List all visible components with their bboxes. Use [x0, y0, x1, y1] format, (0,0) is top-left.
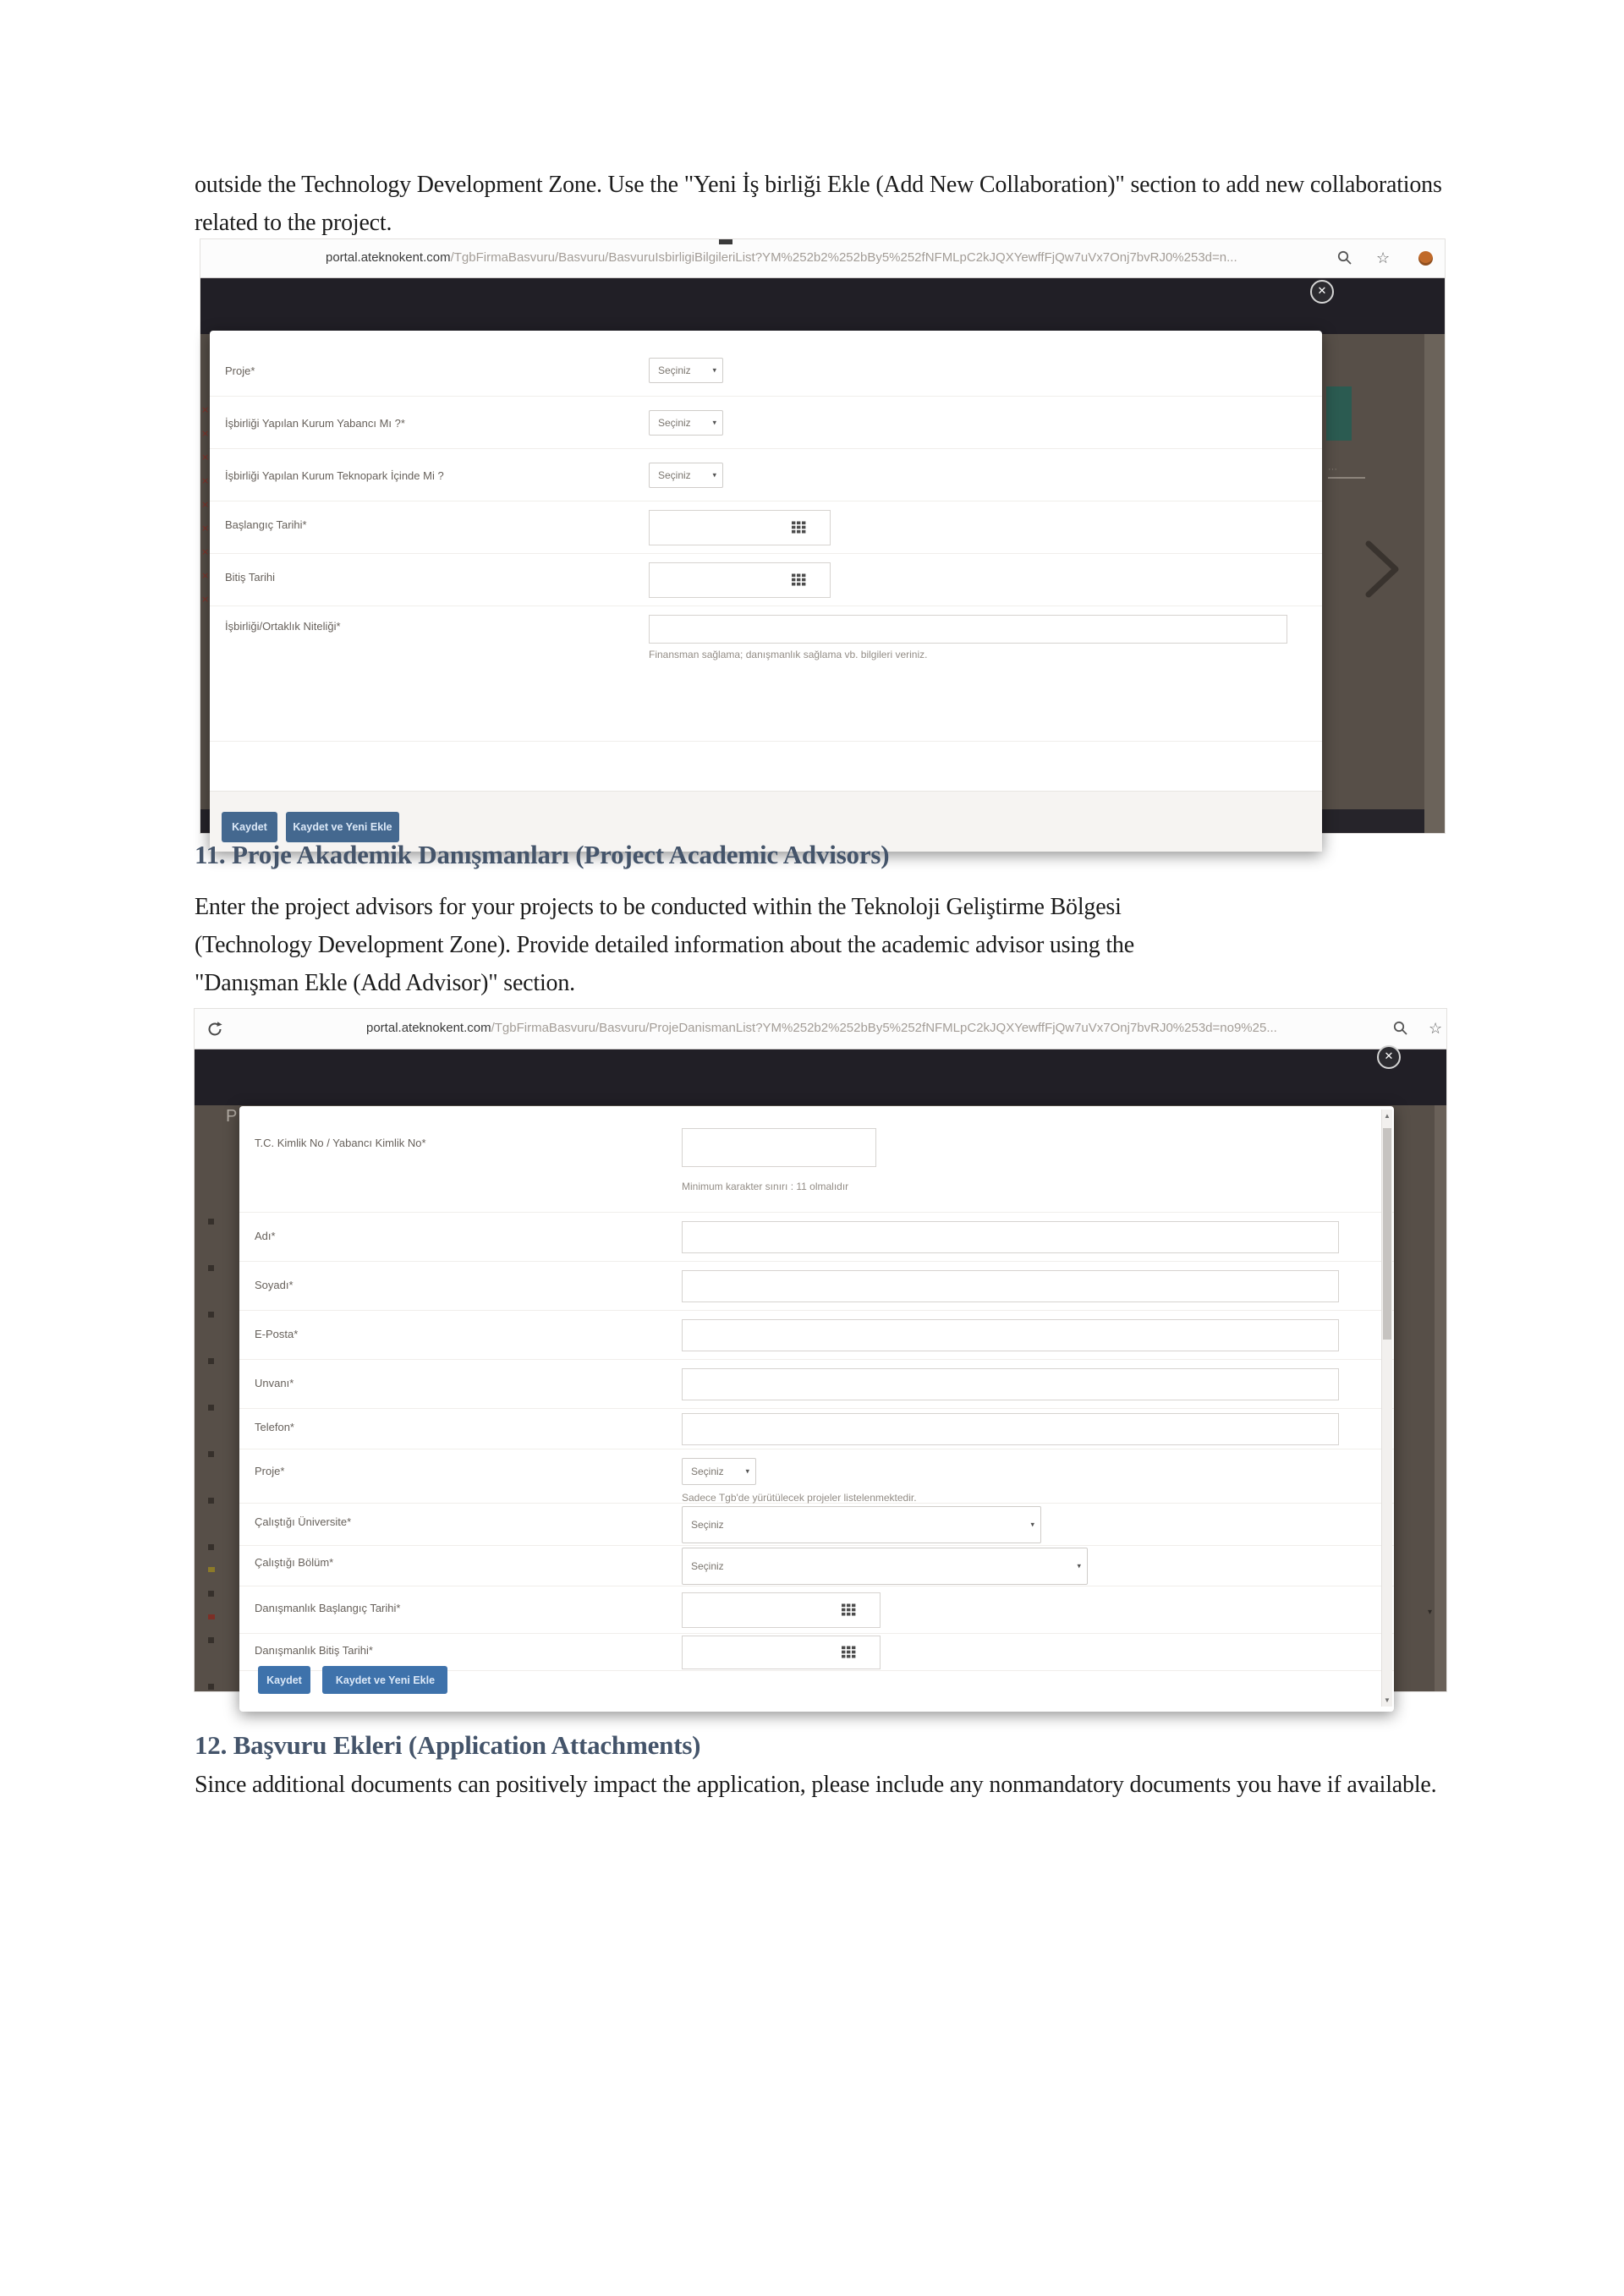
- section-11-heading: 11. Proje Akademik Danışmanları (Project Academic Advisors): [195, 840, 890, 869]
- chevron-down-icon: ▾: [712, 470, 716, 479]
- advisor-row: [239, 1409, 1394, 1449]
- advisor-text-input[interactable]: [682, 1221, 1339, 1253]
- advisor-text-input[interactable]: [682, 1128, 876, 1167]
- section-12-heading: 12. Başvuru Ekleri (Application Attachments): [195, 1730, 701, 1760]
- save-and-add-new-button[interactable]: Kaydet ve Yeni Ekle: [286, 812, 399, 842]
- chevron-down-icon: ▾: [745, 1466, 749, 1476]
- collaboration-row: [210, 449, 1322, 501]
- advisor-field-label: Çalıştığı Üniversite*: [255, 1515, 352, 1528]
- advisor-row: [239, 1546, 1394, 1586]
- collaboration-row: [210, 554, 1322, 606]
- advisor-select-value: Seçiniz: [691, 1519, 724, 1531]
- collaboration-field-label: Bitiş Tarihi: [225, 571, 276, 584]
- intro-paragraph: outside the Technology Development Zone. Use the "Yeni İş birliği Ekle (Add New Collaboration)" section to add new collaborations related to the project.: [195, 172, 1442, 236]
- dimmed-page-overlay: [200, 278, 1445, 833]
- advisor-select-value: Seçiniz: [691, 1466, 724, 1477]
- collaboration-select[interactable]: [649, 463, 723, 488]
- background-caret-fragment: ▾: [1428, 1608, 1433, 1617]
- chevron-down-icon: ▾: [712, 418, 716, 427]
- advisor-field-label: Proje*: [255, 1465, 285, 1477]
- chevron-right-icon: [1361, 539, 1403, 600]
- section-11-paragraph: Enter the project advisors for your projects to be conducted within the Teknoloji Geliştirme Bölgesi (Technology Development Zone). Provide detailed information about the academic advisor using the "Danışman Ekle (Add Advisor)" section.: [195, 894, 1134, 996]
- calendar-icon[interactable]: [792, 522, 806, 534]
- advisor-form: [239, 1106, 1394, 1671]
- browser-url-bar[interactable]: [200, 239, 1445, 278]
- page-edge-strip: [1424, 334, 1445, 833]
- advisor-select[interactable]: [682, 1458, 756, 1485]
- background-warning-mark: [208, 1567, 215, 1572]
- close-icon[interactable]: ✕: [1310, 280, 1334, 304]
- collaboration-field-label: Başlangıç Tarihi*: [225, 518, 307, 531]
- page-header-band: [200, 278, 1445, 334]
- advisor-field-label: E-Posta*: [255, 1328, 299, 1340]
- advisor-text-input[interactable]: [682, 1319, 1339, 1351]
- advisor-field-label: Danışmanlık Başlangıç Tarihi*: [255, 1602, 401, 1614]
- background-error-mark: [208, 1614, 215, 1619]
- collaboration-field-label: İşbirliği Yapılan Kurum Yabancı Mı ?*: [225, 417, 405, 430]
- tab-indicator: [719, 239, 732, 244]
- save-and-add-new-button[interactable]: Kaydet ve Yeni Ekle: [322, 1666, 447, 1694]
- collaboration-select-value: Seçiniz: [658, 469, 691, 481]
- collaboration-row: [210, 606, 1322, 742]
- bookmark-star-icon[interactable]: ☆: [1429, 1020, 1443, 1037]
- browser-url-bar[interactable]: [195, 1009, 1446, 1049]
- advisor-field-label: Danışmanlık Bitiş Tarihi*: [255, 1644, 373, 1657]
- save-button[interactable]: Kaydet: [258, 1666, 310, 1694]
- collaboration-date-input[interactable]: [649, 510, 831, 545]
- collaboration-field-label: İşbirliği/Ortaklık Niteliği*: [225, 620, 341, 633]
- collaboration-field-hint: Finansman sağlama; danışmanlık sağlama vb. bilgileri veriniz.: [649, 649, 928, 660]
- advisor-row: [239, 1118, 1394, 1213]
- collaboration-modal: [210, 331, 1322, 852]
- background-delete-marks: × × × × × × × × ×: [201, 404, 210, 605]
- advisor-modal: [239, 1106, 1394, 1712]
- advisor-row: [239, 1213, 1394, 1262]
- chevron-down-icon: ▾: [1030, 1520, 1034, 1529]
- scrollbar-down-arrow[interactable]: ▼: [1384, 1696, 1391, 1704]
- section-12-paragraph: Since additional documents can positively impact the application, please include any nonmandatory documents you have if available.: [195, 1772, 1437, 1798]
- url-text[interactable]: [366, 1021, 1277, 1035]
- advisor-field-label: Soyadı*: [255, 1279, 294, 1291]
- dimmed-page-overlay: [195, 1049, 1446, 1704]
- calendar-icon[interactable]: [842, 1647, 856, 1659]
- save-button[interactable]: Kaydet: [222, 812, 277, 842]
- screenshot-advisor-form: [195, 1009, 1446, 1704]
- url-text[interactable]: [326, 250, 1237, 265]
- advisor-select[interactable]: [682, 1506, 1041, 1543]
- url-domain: portal.ateknokent.com: [366, 1021, 491, 1035]
- background-text-fragment: P: [226, 1107, 238, 1126]
- calendar-icon[interactable]: [842, 1604, 856, 1617]
- advisor-field-hint: Minimum karakter sınırı : 11 olmalıdır: [682, 1181, 849, 1192]
- refresh-icon[interactable]: [206, 1021, 223, 1042]
- profile-avatar-icon[interactable]: [1418, 251, 1433, 266]
- chevron-down-icon: ▾: [712, 365, 716, 375]
- collaboration-row: [210, 344, 1322, 397]
- background-link-fragment: ···: [1328, 464, 1365, 479]
- advisor-field-label: Telefon*: [255, 1421, 294, 1433]
- advisor-row: [239, 1586, 1394, 1634]
- advisor-field-label: T.C. Kimlik No / Yabancı Kimlik No*: [255, 1137, 426, 1149]
- advisor-text-input[interactable]: [682, 1413, 1339, 1445]
- scrollbar-thumb[interactable]: [1383, 1128, 1391, 1340]
- advisor-date-input[interactable]: [682, 1636, 881, 1669]
- calendar-icon[interactable]: [792, 574, 806, 587]
- collaboration-row: [210, 501, 1322, 554]
- search-icon[interactable]: [1336, 249, 1352, 270]
- advisor-row: [239, 1504, 1394, 1546]
- background-icon-marks: [208, 1219, 214, 1692]
- advisor-date-input[interactable]: [682, 1592, 881, 1628]
- advisor-field-label: Çalıştığı Bölüm*: [255, 1556, 334, 1569]
- collaboration-date-input[interactable]: [649, 562, 831, 598]
- advisor-field-hint: Sadece Tgb'de yürütülecek projeler listelenmektedir.: [682, 1492, 917, 1504]
- url-path: /TgbFirmaBasvuru/Basvuru/ProjeDanismanList?YM%252b2%252bBy5%252fNFMLpC2kJQXYewffFjQw7uVx7Onj7bvRJ0%253d=no9%25...: [491, 1021, 1277, 1035]
- collaboration-select[interactable]: [649, 410, 723, 436]
- chevron-down-icon: ▾: [1077, 1561, 1081, 1570]
- page-header-band: [195, 1049, 1446, 1105]
- screenshot-collaboration-form: [200, 239, 1445, 833]
- advisor-row: [239, 1449, 1394, 1504]
- url-path: /TgbFirmaBasvuru/Basvuru/BasvuruIsbirligiBilgileriList?YM%252b2%252bBy5%252fNFMLpC2kJQXYewffFjQw7uVx7Onj7bvRJ0%253d=n...: [450, 250, 1237, 265]
- collaboration-row: [210, 397, 1322, 449]
- advisor-text-input[interactable]: [682, 1270, 1339, 1302]
- scrollbar-up-arrow[interactable]: ▲: [1384, 1112, 1391, 1120]
- advisor-select[interactable]: [682, 1548, 1088, 1585]
- advisor-field-label: Unvanı*: [255, 1377, 294, 1389]
- bookmark-star-icon[interactable]: ☆: [1376, 249, 1391, 266]
- collaboration-form: [210, 331, 1322, 742]
- close-icon[interactable]: ✕: [1377, 1045, 1401, 1069]
- advisor-row: [239, 1311, 1394, 1360]
- advisor-row: [239, 1360, 1394, 1409]
- page-edge-strip: [1435, 1105, 1446, 1691]
- modal-scrollbar[interactable]: [1381, 1110, 1392, 1707]
- advisor-field-label: Adı*: [255, 1230, 276, 1242]
- search-icon[interactable]: [1392, 1020, 1408, 1040]
- form-footer: [258, 1666, 447, 1694]
- background-button-fragment: [1326, 386, 1352, 441]
- advisor-text-input[interactable]: [682, 1368, 1339, 1400]
- collaboration-field-label: İşbirliği Yapılan Kurum Teknopark İçinde Mi ?: [225, 469, 444, 482]
- url-domain: portal.ateknokent.com: [326, 250, 451, 265]
- collaboration-field-label: Proje*: [225, 364, 255, 377]
- advisor-select-value: Seçiniz: [691, 1560, 724, 1572]
- collaboration-text-input[interactable]: [649, 615, 1287, 644]
- collaboration-select-value: Seçiniz: [658, 417, 691, 429]
- collaboration-select-value: Seçiniz: [658, 364, 691, 376]
- advisor-row: [239, 1262, 1394, 1311]
- collaboration-select[interactable]: [649, 358, 723, 383]
